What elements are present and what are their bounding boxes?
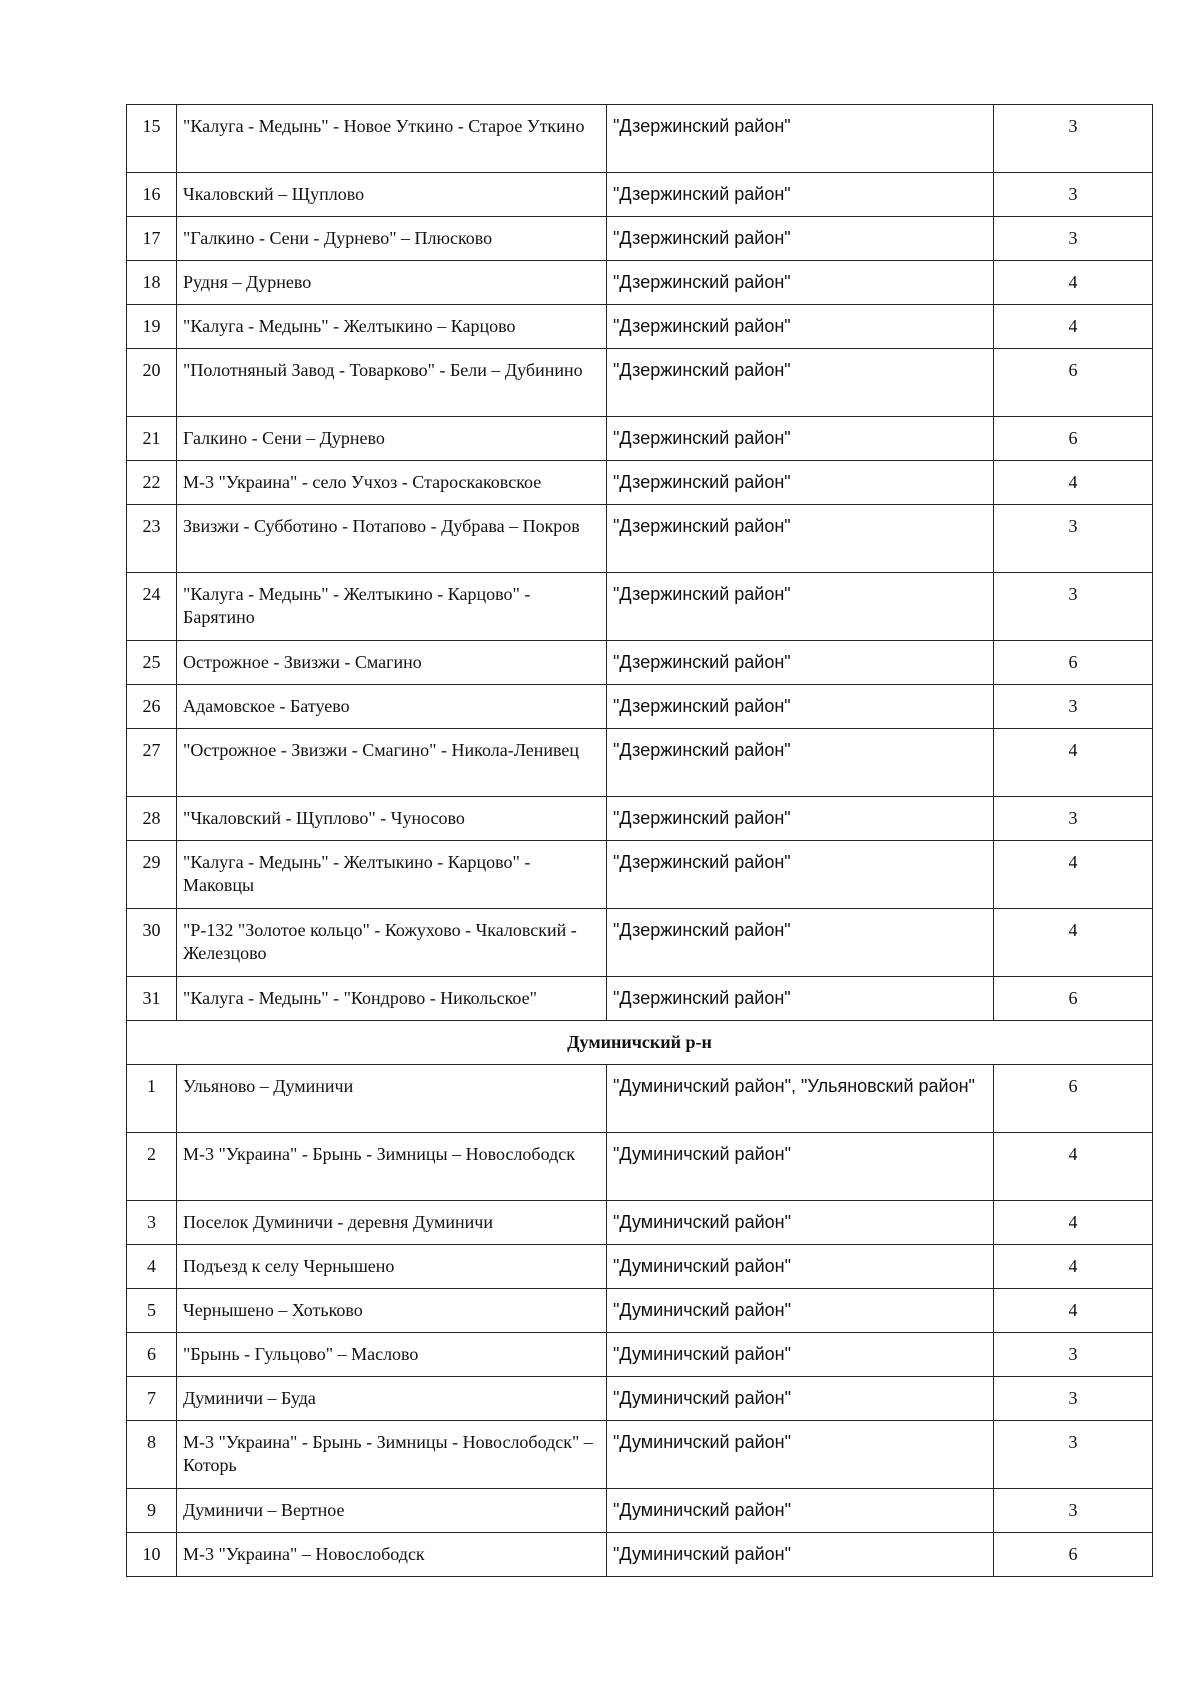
table-row [127,1289,1153,1333]
road-name: "Острожное - Звизжи - Смагино" - Никола-Ленивец [177,729,607,797]
district-name: "Дзержинский район" [607,797,994,841]
row-number: 18 [127,261,177,305]
district-name: "Дзержинский район" [607,841,994,909]
road-name: "Калуга - Медынь" - Желтыкино – Карцово [177,305,607,349]
row-number: 19 [127,305,177,349]
road-name: "Калуга - Медынь" - "Кондрово - Никольское" [177,977,607,1021]
road-category: 4 [994,729,1153,797]
table-row [127,797,1153,841]
roads-table-body [127,105,1153,1577]
district-name: "Дзержинский район" [607,217,994,261]
district-name: "Дзержинский район" [607,261,994,305]
table-row [127,1533,1153,1577]
table-row [127,305,1153,349]
row-number: 27 [127,729,177,797]
table-row [127,105,1153,173]
district-name: "Думиничский район" [607,1377,994,1421]
road-category: 4 [994,461,1153,505]
table-row [127,573,1153,641]
row-number: 31 [127,977,177,1021]
road-category: 6 [994,417,1153,461]
row-number: 23 [127,505,177,573]
row-number: 29 [127,841,177,909]
road-category: 3 [994,105,1153,173]
table-row [127,1333,1153,1377]
row-number: 5 [127,1289,177,1333]
row-number: 2 [127,1133,177,1201]
road-name: "Чкаловский - Щуплово" - Чуносово [177,797,607,841]
district-name: "Думиничский район" [607,1289,994,1333]
row-number: 15 [127,105,177,173]
row-number: 20 [127,349,177,417]
road-name: "Р-132 "Золотое кольцо" - Кожухово - Чкаловский - Железцово [177,909,607,977]
road-category: 3 [994,217,1153,261]
row-number: 10 [127,1533,177,1577]
row-number: 8 [127,1421,177,1489]
road-category: 4 [994,909,1153,977]
table-row [127,173,1153,217]
district-name: "Дзержинский район" [607,977,994,1021]
district-name: "Дзержинский район" [607,461,994,505]
road-category: 3 [994,173,1153,217]
road-category: 3 [994,1489,1153,1533]
road-category: 4 [994,1245,1153,1289]
table-row [127,841,1153,909]
row-number: 24 [127,573,177,641]
table-row [127,1489,1153,1533]
district-name: "Дзержинский район" [607,105,994,173]
table-row [127,349,1153,417]
row-number: 6 [127,1333,177,1377]
district-name: "Думиничский район", "Ульяновский район" [607,1065,994,1133]
road-name: Острожное - Звизжи - Смагино [177,641,607,685]
road-name: "Калуга - Медынь" - Желтыкино - Карцово" - Барятино [177,573,607,641]
row-number: 1 [127,1065,177,1133]
district-name: "Дзержинский район" [607,417,994,461]
road-category: 3 [994,1333,1153,1377]
road-name: М-3 "Украина" – Новослободск [177,1533,607,1577]
table-row [127,261,1153,305]
row-number: 17 [127,217,177,261]
section-title: Думиничский р-н [127,1021,1153,1065]
road-category: 6 [994,1065,1153,1133]
district-name: "Думиничский район" [607,1245,994,1289]
district-name: "Думиничский район" [607,1533,994,1577]
road-category: 3 [994,1377,1153,1421]
district-name: "Дзержинский район" [607,349,994,417]
road-name: "Галкино - Сени - Дурнево" – Плюсково [177,217,607,261]
road-name: Чкаловский – Щуплово [177,173,607,217]
row-number: 16 [127,173,177,217]
road-name: Думиничи – Вертное [177,1489,607,1533]
table-row [127,729,1153,797]
section-header-row [127,1021,1153,1065]
district-name: "Дзержинский район" [607,729,994,797]
district-name: "Думиничский район" [607,1489,994,1533]
row-number: 22 [127,461,177,505]
road-name: М-3 "Украина" - Брынь - Зимницы – Новослободск [177,1133,607,1201]
table-row [127,1421,1153,1489]
road-category: 4 [994,1133,1153,1201]
road-category: 3 [994,1421,1153,1489]
table-row [127,505,1153,573]
district-name: "Дзержинский район" [607,685,994,729]
table-row [127,977,1153,1021]
road-name: Чернышено – Хотьково [177,1289,607,1333]
road-category: 6 [994,641,1153,685]
table-row [127,1245,1153,1289]
road-name: "Калуга - Медынь" - Новое Уткино - Старое Уткино [177,105,607,173]
row-number: 28 [127,797,177,841]
road-name: Думиничи – Буда [177,1377,607,1421]
road-category: 4 [994,261,1153,305]
road-category: 4 [994,1201,1153,1245]
road-category: 3 [994,797,1153,841]
road-name: Галкино - Сени – Дурнево [177,417,607,461]
road-name: "Калуга - Медынь" - Желтыкино - Карцово" - Маковцы [177,841,607,909]
road-category: 3 [994,685,1153,729]
row-number: 30 [127,909,177,977]
road-name: Рудня – Дурнево [177,261,607,305]
roads-table [126,104,1153,1577]
district-name: "Думиничский район" [607,1333,994,1377]
road-category: 3 [994,505,1153,573]
road-name: Звизжи - Субботино - Потапово - Дубрава – Покров [177,505,607,573]
table-row [127,1133,1153,1201]
table-row [127,461,1153,505]
table-row [127,1065,1153,1133]
road-name: М-3 "Украина" - село Учхоз - Староскаковское [177,461,607,505]
district-name: "Дзержинский район" [607,505,994,573]
row-number: 26 [127,685,177,729]
row-number: 25 [127,641,177,685]
road-name: Адамовское - Батуево [177,685,607,729]
row-number: 9 [127,1489,177,1533]
road-name: Ульяново – Думиничи [177,1065,607,1133]
table-row [127,909,1153,977]
road-name: Поселок Думиничи - деревня Думиничи [177,1201,607,1245]
district-name: "Дзержинский район" [607,641,994,685]
district-name: "Дзержинский район" [607,173,994,217]
road-category: 6 [994,349,1153,417]
road-category: 6 [994,977,1153,1021]
road-name: Подъезд к селу Чернышено [177,1245,607,1289]
road-name: М-3 "Украина" - Брынь - Зимницы - Новослободск" – Которь [177,1421,607,1489]
road-category: 3 [994,573,1153,641]
table-row [127,217,1153,261]
road-category: 4 [994,841,1153,909]
district-name: "Дзержинский район" [607,573,994,641]
district-name: "Думиничский район" [607,1421,994,1489]
district-name: "Дзержинский район" [607,305,994,349]
table-row [127,1377,1153,1421]
table-row [127,641,1153,685]
row-number: 21 [127,417,177,461]
road-category: 4 [994,305,1153,349]
district-name: "Думиничский район" [607,1201,994,1245]
table-row [127,417,1153,461]
road-name: "Брынь - Гульцово" – Маслово [177,1333,607,1377]
district-name: "Дзержинский район" [607,909,994,977]
road-name: "Полотняный Завод - Товарково" - Бели – Дубинино [177,349,607,417]
row-number: 7 [127,1377,177,1421]
district-name: "Думиничский район" [607,1133,994,1201]
road-category: 4 [994,1289,1153,1333]
row-number: 4 [127,1245,177,1289]
table-row [127,685,1153,729]
road-category: 6 [994,1533,1153,1577]
row-number: 3 [127,1201,177,1245]
table-row [127,1201,1153,1245]
